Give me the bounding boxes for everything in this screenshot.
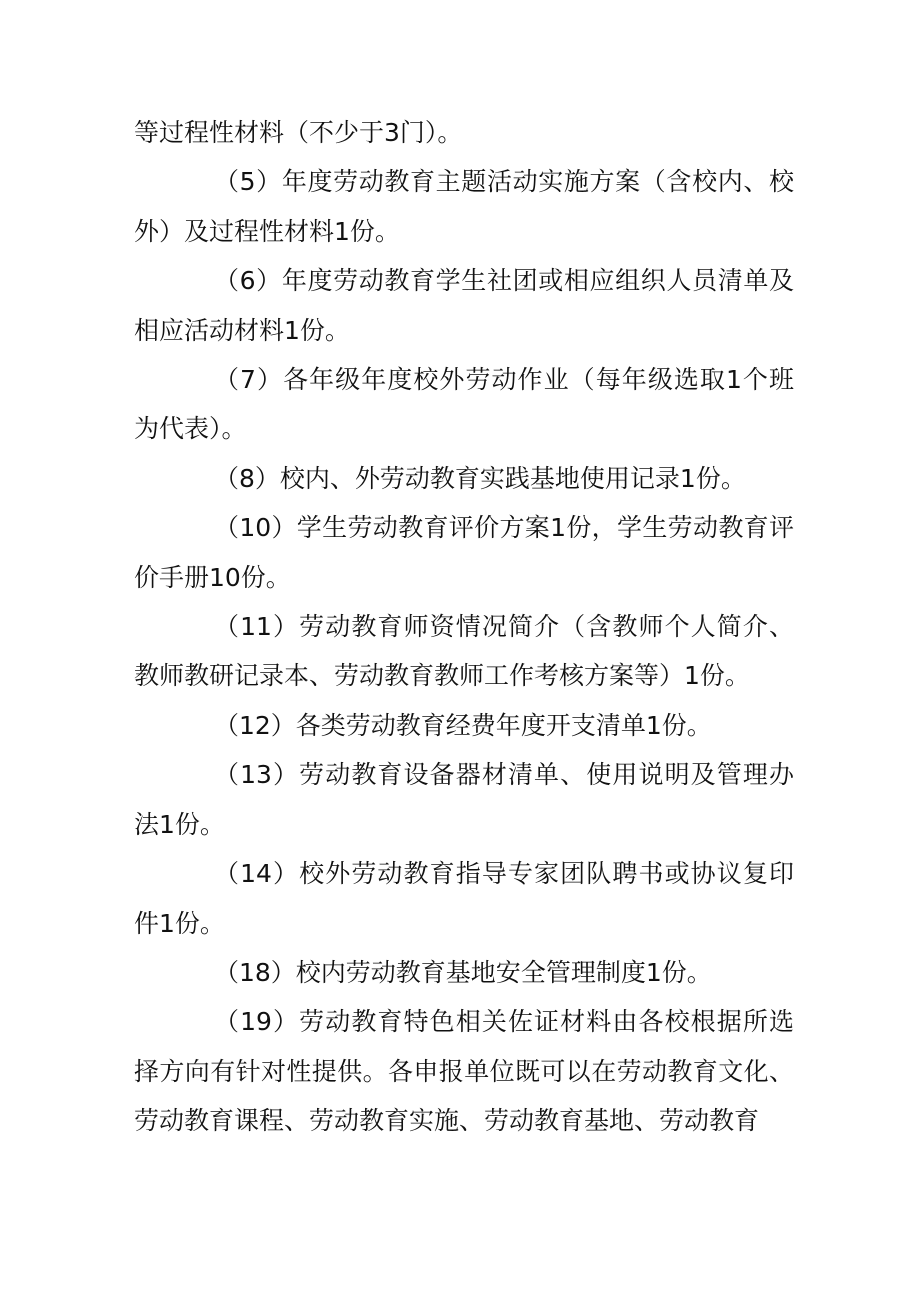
paragraph-item-7: （7）各年级年度校外劳动作业（每年级选取1个班为代表）。 bbox=[134, 365, 794, 444]
paragraph-item-11: （11）劳动教育师资情况简介（含教师个人简介、教师教研记录本、劳动教育教师工作考核方案等）1份。 bbox=[134, 612, 794, 691]
paragraph-item-18: （18）校内劳动教育基地安全管理制度1份。 bbox=[214, 957, 712, 987]
paragraph-item-12: （12）各类劳动教育经费年度开支清单1份。 bbox=[214, 710, 712, 740]
paragraph-item-8: （8）校内、外劳动教育实践基地使用记录1份。 bbox=[214, 463, 746, 493]
paragraph-item-6: （6）年度劳动教育学生社团或相应组织人员清单及相应活动材料1份。 bbox=[134, 266, 794, 345]
document-body bbox=[134, 108, 794, 1146]
paragraph-item-5: （5）年度劳动教育主题活动实施方案（含校内、校外）及过程性材料1份。 bbox=[134, 167, 794, 246]
paragraph-item-14: （14）校外劳动教育指导专家团队聘书或协议复印件1份。 bbox=[134, 859, 794, 938]
paragraph-continuation: 等过程性材料（不少于3门）。 bbox=[134, 118, 463, 147]
paragraph-item-19: （19）劳动教育特色相关佐证材料由各校根据所选择方向有针对性提供。各申报单位既可以在劳动教育文化、劳动教育课程、劳动教育实施、劳动教育基地、劳动教育 bbox=[134, 1007, 794, 1136]
paragraph-item-10: （10）学生劳动教育评价方案1份，学生劳动教育评价手册10份。 bbox=[134, 513, 794, 592]
paragraph-item-13: （13）劳动教育设备器材清单、使用说明及管理办法1份。 bbox=[134, 760, 794, 839]
